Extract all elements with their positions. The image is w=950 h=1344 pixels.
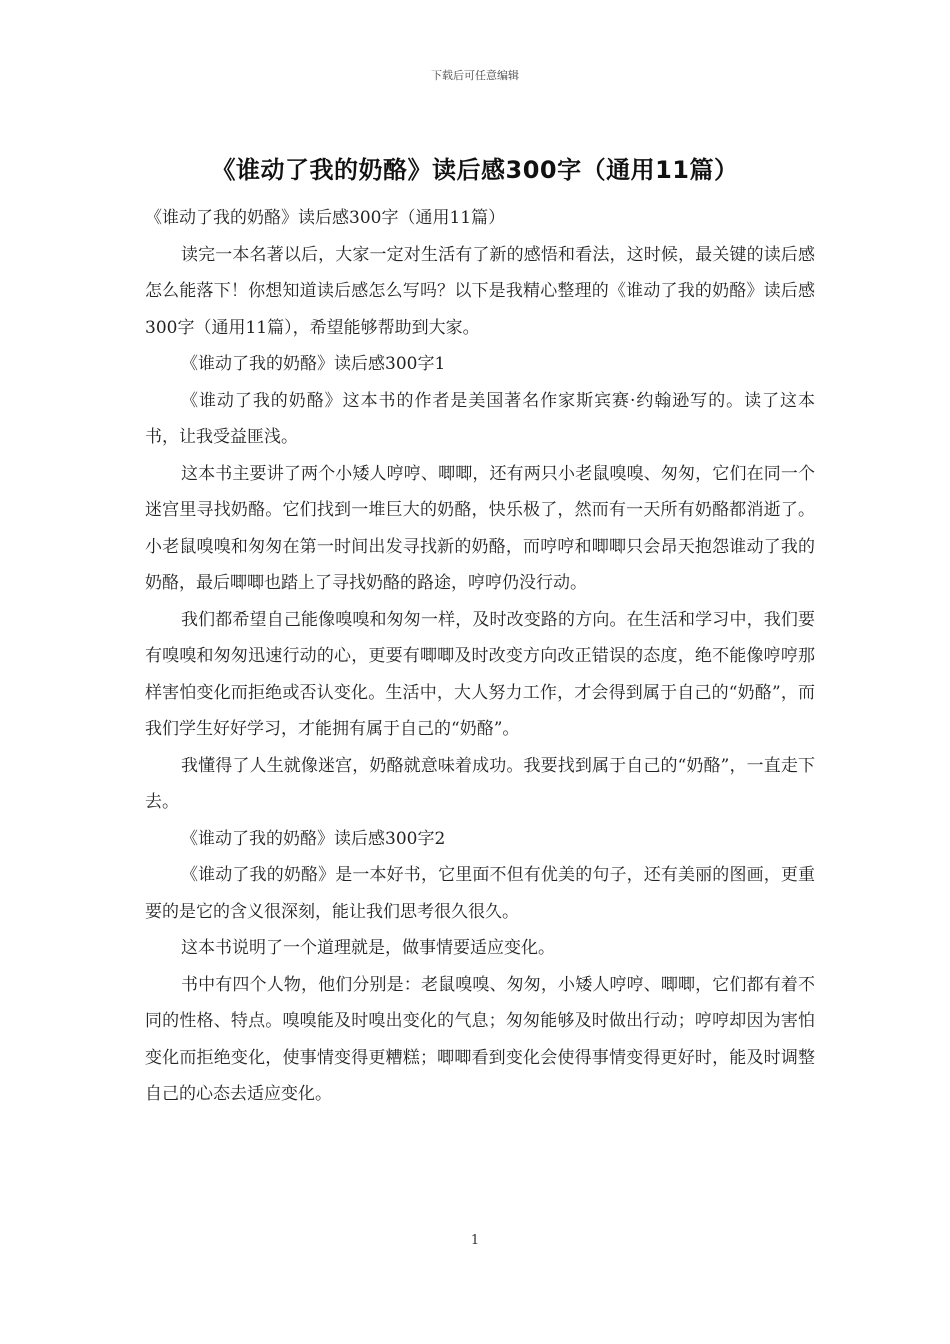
document-body	[145, 200, 815, 1113]
paragraph-intro: 读完一本名著以后，大家一定对生活有了新的感悟和看法，这时候，最关键的读后感怎么能落下！你想知道读后感怎么写吗？以下是我精心整理的《谁动了我的奶酪》读后感300字（通用11篇），希望能够帮助到大家。	[145, 244, 815, 338]
paragraph: 这本书主要讲了两个小矮人哼哼、唧唧，还有两只小老鼠嗅嗅、匆匆，它们在同一个迷宫里寻找奶酪。它们找到一堆巨大的奶酪，快乐极了，然而有一天所有奶酪都消逝了。小老鼠嗅嗅和匆匆在第一时间出发寻找新的奶酪，而哼哼和唧唧只会昂天抱怨谁动了我的奶酪，最后唧唧也踏上了寻找奶酪的路途，哼哼仍没行动。	[145, 463, 815, 593]
page-number: 1	[470, 1233, 480, 1248]
header-note: 下载后可任意编辑	[431, 69, 519, 82]
paragraph: 这本书说明了一个道理就是，做事情要适应变化。	[181, 938, 555, 958]
paragraph-subtitle: 《谁动了我的奶酪》读后感300字（通用11篇）	[145, 208, 506, 228]
paragraph: 《谁动了我的奶酪》这本书的作者是美国著名作家斯宾赛·约翰逊写的。读了这本书，让我受益匪浅。	[145, 390, 815, 447]
paragraph: 我懂得了人生就像迷宫，奶酪就意味着成功。我要找到属于自己的“奶酪”，一直走下去。	[145, 755, 815, 812]
paragraph: 书中有四个人物，他们分别是：老鼠嗅嗅、匆匆，小矮人哼哼、唧唧，它们都有着不同的性格、特点。嗅嗅能及时嗅出变化的气息；匆匆能够及时做出行动；哼哼却因为害怕变化而拒绝变化，使事情变得更糟糕；唧唧看到变化会使得事情变得更好时，能及时调整自己的心态去适应变化。	[145, 974, 815, 1104]
paragraph: 我们都希望自己能像嗅嗅和匆匆一样，及时改变路的方向。在生活和学习中，我们要有嗅嗅和匆匆迅速行动的心，更要有唧唧及时改变方向改正错误的态度，绝不能像哼哼那样害怕变化而拒绝或否认变化。生活中，大人努力工作，才会得到属于自己的“奶酪”，而我们学生好好学习，才能拥有属于自己的“奶酪”。	[145, 609, 815, 739]
section-heading: 《谁动了我的奶酪》读后感300字1	[181, 354, 446, 374]
paragraph: 《谁动了我的奶酪》是一本好书，它里面不但有优美的句子，还有美丽的图画，更重要的是它的含义很深刻，能让我们思考很久很久。	[145, 865, 815, 922]
section-heading: 《谁动了我的奶酪》读后感300字2	[181, 828, 446, 849]
document-title: 《谁动了我的奶酪》读后感300字（通用11篇）	[211, 156, 739, 184]
